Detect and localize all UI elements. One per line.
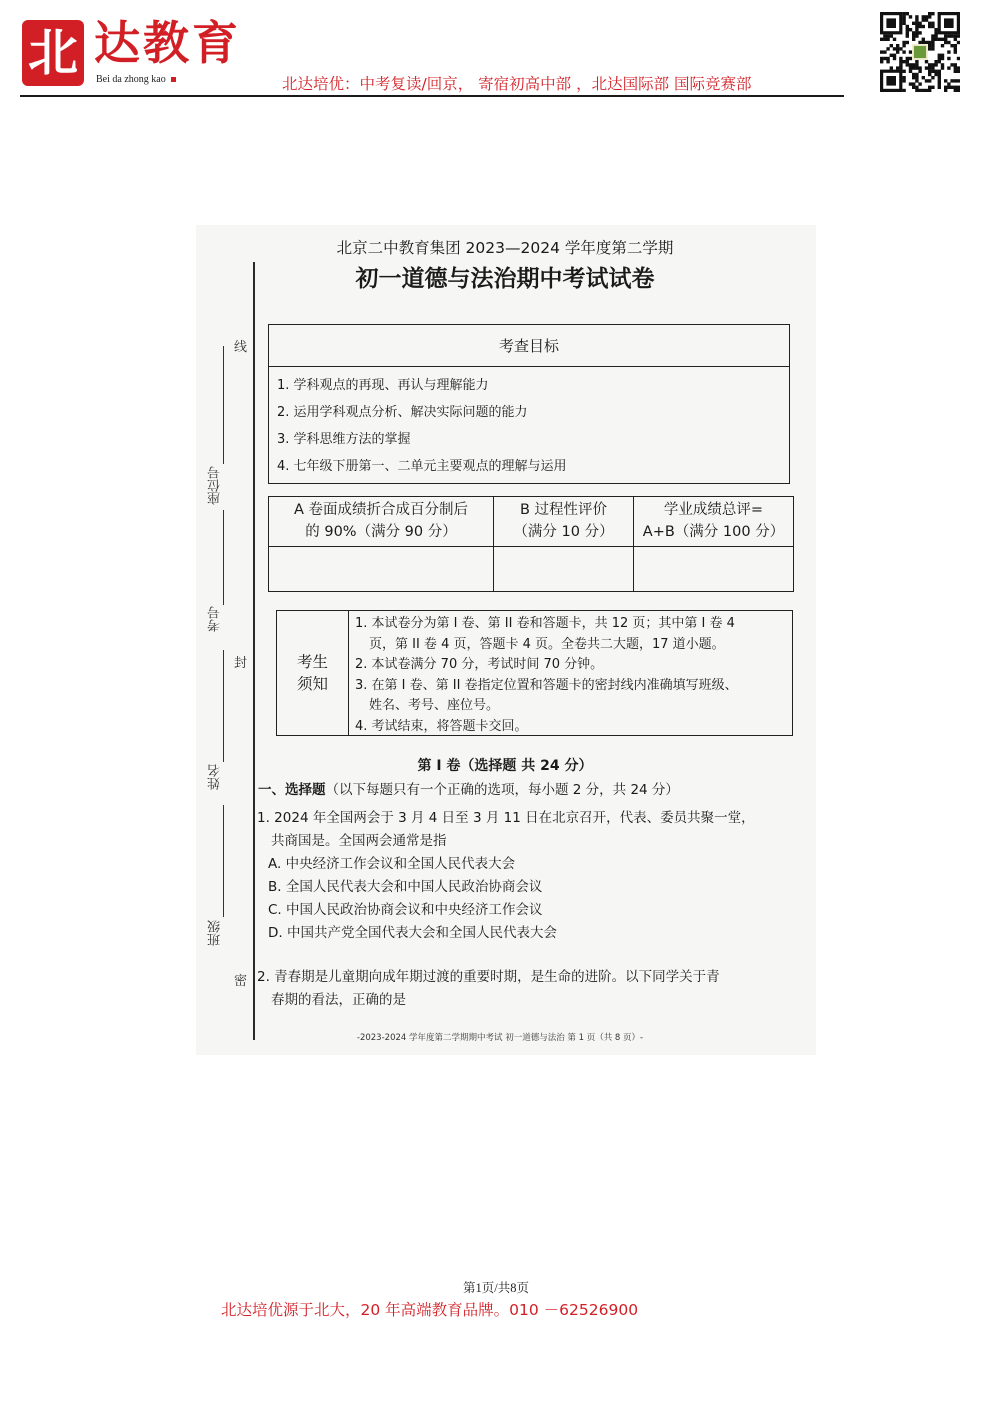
seat-number-line — [223, 346, 224, 464]
exam-number-label: 考号 — [208, 606, 223, 632]
score-col-b-line1: B 过程性评价 — [519, 502, 608, 519]
score-col-b-line2: （满分 10 分） — [513, 523, 614, 540]
score-col-a-line1: A 卷面成绩折合成百分制后 — [293, 502, 469, 519]
section1-bold: 一、选择题 — [258, 782, 326, 798]
question-1-option-a: A. 中央经济工作会议和全国人民代表大会 — [268, 856, 516, 872]
notice-body — [349, 611, 792, 735]
section1-heading — [258, 778, 679, 798]
question-2-line2: 春期的看法，正确的是 — [271, 992, 406, 1008]
notice-label-line1: 考生 — [296, 652, 328, 671]
score-table — [268, 496, 794, 592]
exam-subtitle: 北京二中教育集团 2023—2024 学年度第二学期 — [336, 239, 674, 257]
binding-line — [253, 262, 255, 1040]
page-number: 第1页/共8页 — [463, 1281, 529, 1295]
notice-label-line2: 须知 — [296, 675, 328, 693]
score-col-b — [494, 497, 634, 547]
name-line — [223, 650, 224, 762]
seat-number-label: 座位号 — [208, 466, 223, 505]
assessment-goals-box — [268, 324, 790, 484]
goals-list — [269, 367, 789, 480]
header-slogan: 北达培优：中考复读/回京， 寄宿初高中部 ，北达国际部 国际竞赛部 — [282, 75, 752, 93]
logo-glyph: 北 — [28, 23, 78, 82]
goal-item: 4. 七年级下册第一、二单元主要观点的理解与运用 — [277, 459, 567, 474]
notice-line: 4. 考试结束，将答题卡交回。 — [355, 718, 528, 734]
binding-mark-line: 线 — [234, 340, 248, 355]
score-col-a-line2: 的 90%（满分 90 分） — [305, 523, 457, 540]
part1-title: 第 I 卷（选择题 共 24 分） — [417, 758, 593, 774]
qr-code-icon — [880, 12, 960, 92]
goals-heading: 考查目标 — [269, 325, 789, 367]
score-cell-total[interactable] — [634, 547, 794, 592]
goal-item: 2. 运用学科观点分析、解决实际问题的能力 — [277, 405, 528, 420]
logo-dot — [171, 77, 176, 82]
question-1-option-d: D. 中国共产党全国代表大会和全国人民代表大会 — [268, 925, 557, 941]
name-label: 姓名 — [208, 764, 223, 790]
goal-item: 3. 学科思维方法的掌握 — [277, 432, 411, 447]
notice-line: 姓名、考号、座位号。 — [369, 698, 500, 713]
score-col-c-line2: A+B（满分 100 分） — [642, 523, 785, 540]
notice-line: 1. 本试卷分为第 I 卷、第 II 卷和答题卡，共 12 页；其中第 I 卷 4 — [355, 616, 735, 631]
notice-label — [277, 611, 349, 735]
score-col-a — [269, 497, 494, 547]
notice-line: 3. 在第 I 卷、第 II 卷指定位置和答题卡的密封线内准确填写班级、 — [355, 677, 738, 693]
logo-en-text: Bei da zhong kao — [96, 74, 166, 85]
class-label: 班级 — [208, 920, 223, 946]
header-divider — [20, 95, 844, 97]
notice-line: 页，第 II 卷 4 页，答题卡 4 页。全卷共二大题，17 道小题。 — [369, 636, 725, 652]
score-col-c — [634, 497, 794, 547]
binding-mark-seal: 封 — [234, 656, 248, 671]
section1-instructions: （以下每题只有一个正确的选项，每小题 2 分，共 24 分） — [325, 782, 679, 798]
class-line — [223, 805, 224, 917]
exam-number-line — [223, 510, 224, 605]
score-cell-a[interactable] — [269, 547, 494, 592]
logo-subtitle — [96, 74, 176, 85]
question-1-line1: 1. 2024 年全国两会于 3 月 4 日至 3 月 11 日在北京召开，代表、委员共聚一堂， — [257, 810, 755, 826]
notice-line: 2. 本试卷满分 70 分，考试时间 70 分钟。 — [355, 657, 604, 672]
footer-slogan: 北达培优源于北大，20 年高端教育品牌。010 －62526900 — [221, 1301, 639, 1319]
binding-mark-secret: 密 — [234, 974, 248, 989]
score-cell-b[interactable] — [494, 547, 634, 592]
question-1-option-c: C. 中国人民政治协商会议和中央经济工作会议 — [268, 902, 543, 918]
goal-item: 1. 学科观点的再现、再认与理解能力 — [277, 378, 489, 393]
question-1-line2: 共商国是。全国两会通常是指 — [271, 833, 447, 849]
exam-title: 初一道德与法治期中考试试卷 — [355, 266, 655, 292]
score-col-c-line1: 学业成绩总评= — [663, 502, 764, 519]
candidate-notice-box — [276, 610, 793, 736]
scan-page-footer: -2023-2024 学年度第二学期期中考试 初一道德与法治 第 1 页（共 8 页）- — [356, 1033, 644, 1043]
question-2-line1: 2. 青春期是儿童期向成年期过渡的重要时期，是生命的进阶。以下同学关于青 — [257, 969, 720, 985]
logo-text: 达教育 — [94, 16, 241, 70]
logo-mark — [22, 20, 84, 86]
question-1-option-b: B. 全国人民代表大会和中国人民政治协商会议 — [268, 879, 543, 895]
